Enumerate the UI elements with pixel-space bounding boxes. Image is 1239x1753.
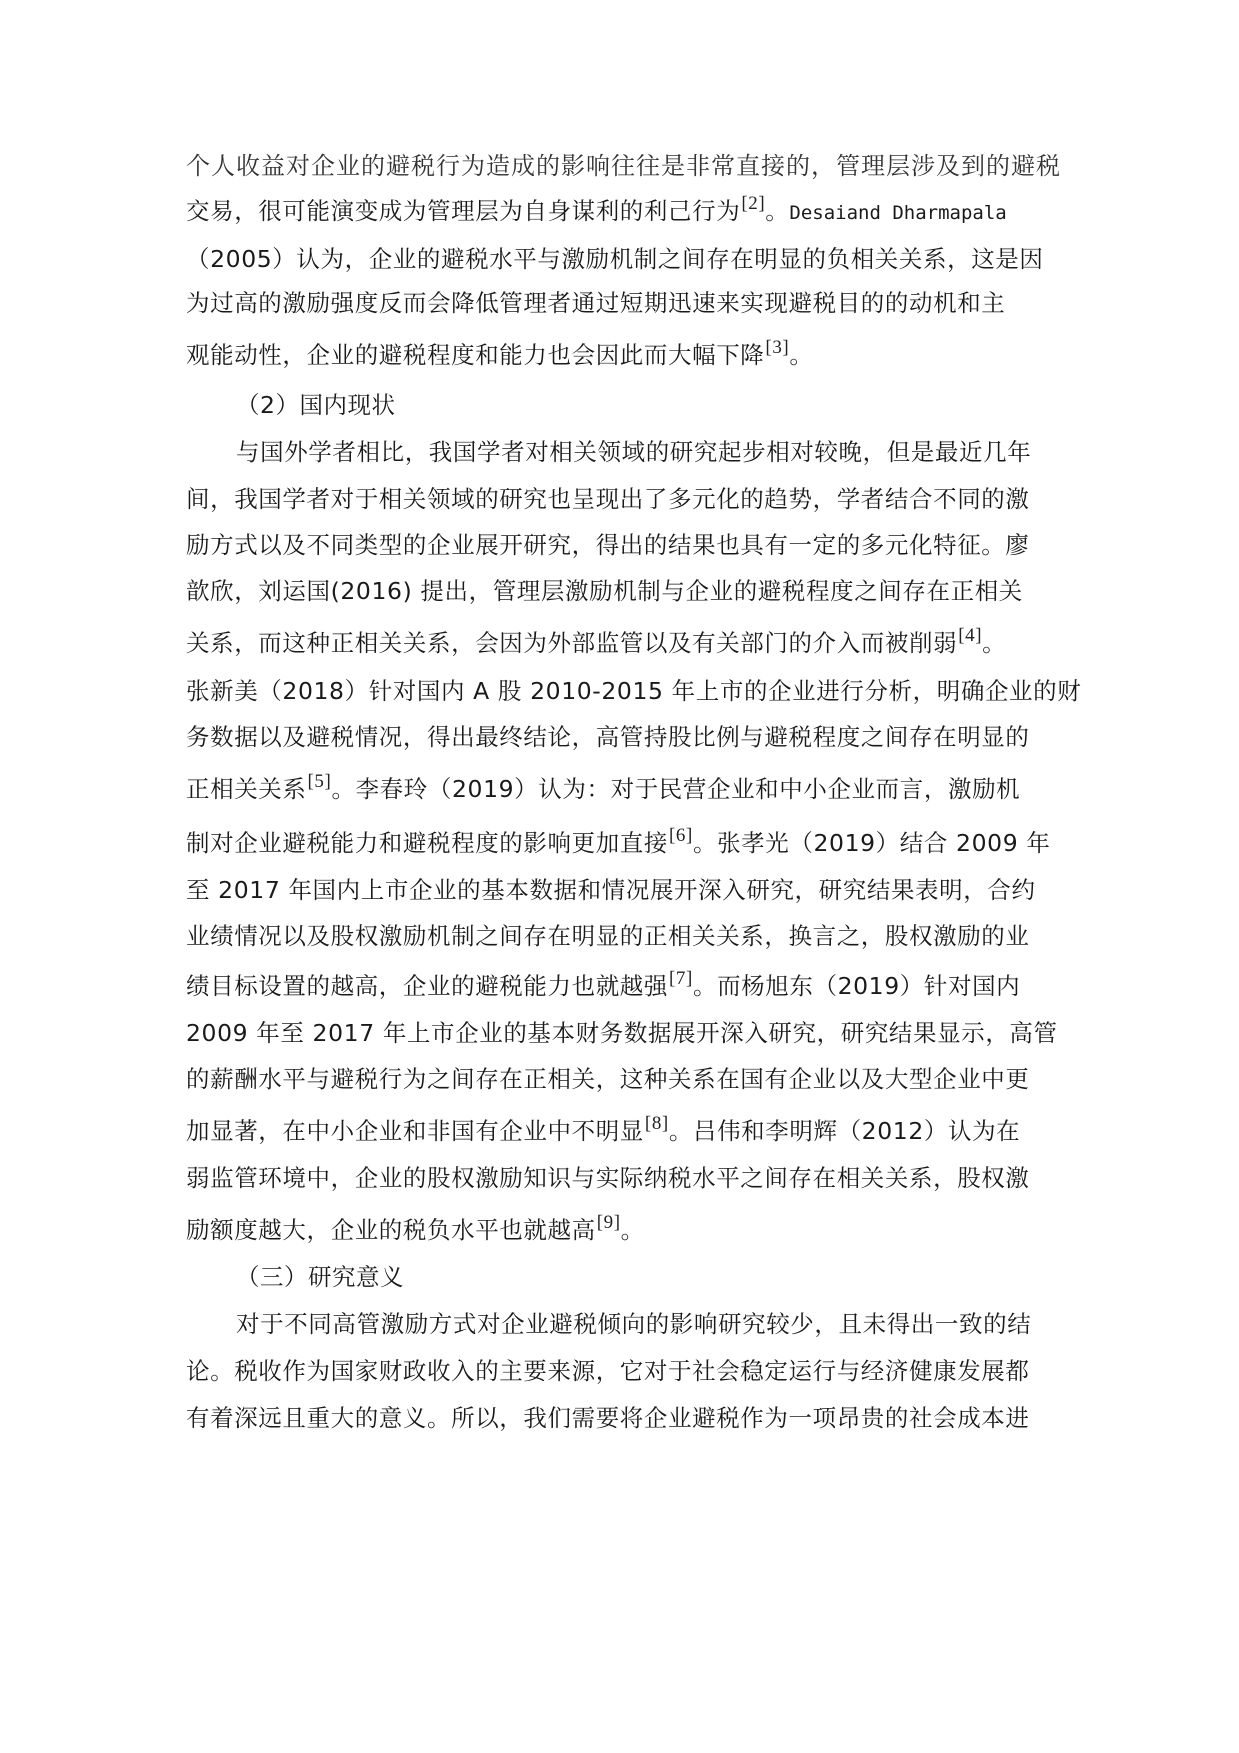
paragraph-line: 正相关关系[5]。李春玲（2019）认为：对于民营企业和中小企业而言，激励机 bbox=[186, 771, 1021, 803]
section-heading-research-significance: （三）研究意义 bbox=[236, 1263, 404, 1291]
paragraph-line: 论。税收作为国家财政收入的主要来源，它对于社会稳定运行与经济健康发展都 bbox=[186, 1357, 1030, 1385]
paragraph-line: 励方式以及不同类型的企业展开研究，得出的结果也具有一定的多元化特征。廖 bbox=[186, 531, 1030, 559]
paragraph-line: 间，我国学者对于相关领域的研究也呈现出了多元化的趋势，学者结合不同的激 bbox=[186, 485, 1030, 513]
cut-off-text-line: 个人收益对企业的避税行为造成的影响往往是非常直接的，管理层涉及到的避税 bbox=[186, 152, 1061, 180]
paragraph-line: 交易，很可能演变成为管理层为自身谋利的利己行为[2]。Desaiand Dharmapala bbox=[186, 193, 1007, 225]
paragraph-line: 有着深远且重大的意义。所以，我们需要将企业避税作为一项昂贵的社会成本进 bbox=[186, 1404, 1030, 1432]
citation-9[interactable]: [9] bbox=[596, 1212, 621, 1233]
paragraph-line: 绩目标设置的越高，企业的避税能力也就越强[7]。而杨旭东（2019）针对国内 bbox=[186, 968, 1021, 1000]
paragraph-line: 业绩情况以及股权激励机制之间存在明显的正相关关系，换言之，股权激励的业 bbox=[186, 922, 1030, 950]
section-heading-domestic-status: （2）国内现状 bbox=[236, 391, 396, 419]
paragraph-line: 观能动性，企业的避税程度和能力也会因此而大幅下降[3]。 bbox=[186, 337, 814, 369]
citation-4[interactable]: [4] bbox=[958, 625, 983, 646]
citation-3[interactable]: [3] bbox=[765, 337, 790, 358]
paragraph-line: 关系，而这种正相关关系，会因为外部监管以及有关部门的介入而被削弱[4]。 bbox=[186, 625, 1007, 657]
citation-7[interactable]: [7] bbox=[669, 968, 693, 989]
paragraph-line: 加显著，在中小企业和非国有企业中不明显[8]。吕伟和李明辉（2012）认为在 bbox=[186, 1113, 1021, 1145]
paragraph-line: 歆欣，刘运国(2016) 提出，管理层激励机制与企业的避税程度之间存在正相关 bbox=[186, 577, 1023, 605]
paragraph-line: 制对企业避税能力和避税程度的影响更加直接[6]。张孝光（2019）结合 2009 年 bbox=[186, 825, 1051, 857]
citation-5[interactable]: [5] bbox=[307, 771, 332, 792]
paragraph-line: 张新美（2018）针对国内 A 股 2010-2015 年上市的企业进行分析，明确企业的财 bbox=[186, 677, 1082, 705]
paragraph-line: 的薪酬水平与避税行为之间存在正相关，这种关系在国有企业以及大型企业中更 bbox=[186, 1065, 1030, 1093]
paragraph-line: 至 2017 年国内上市企业的基本数据和情况展开深入研究，研究结果表明，合约 bbox=[186, 876, 1036, 904]
citation-6[interactable]: [6] bbox=[669, 825, 693, 846]
paragraph-line: 励额度越大，企业的税负水平也就越高[9]。 bbox=[186, 1212, 645, 1244]
author-names: Desaiand Dharmapala bbox=[789, 202, 1007, 224]
paragraph-line: 对于不同高管激励方式对企业避税倾向的影响研究较少，且未得出一致的结 bbox=[236, 1310, 1032, 1338]
paragraph-line: 与国外学者相比，我国学者对相关领域的研究起步相对较晚，但是最近几年 bbox=[236, 438, 1032, 466]
citation-8[interactable]: [8] bbox=[644, 1113, 669, 1134]
paragraph-line: （2005）认为，企业的避税水平与激励机制之间存在明显的负相关关系，这是因 bbox=[186, 245, 1044, 273]
paragraph-line: 2009 年至 2017 年上市企业的基本财务数据展开深入研究，研究结果显示，高管 bbox=[186, 1019, 1058, 1047]
paragraph-line: 弱监管环境中，企业的股权激励知识与实际纳税水平之间存在相关关系，股权激 bbox=[186, 1164, 1030, 1192]
paragraph-line: 为过高的激励强度反而会降低管理者通过短期迅速来实现避税目的的动机和主 bbox=[186, 289, 1006, 317]
citation-2[interactable]: [2] bbox=[741, 193, 766, 214]
paragraph-line: 务数据以及避税情况，得出最终结论，高管持股比例与避税程度之间存在明显的 bbox=[186, 723, 1030, 751]
